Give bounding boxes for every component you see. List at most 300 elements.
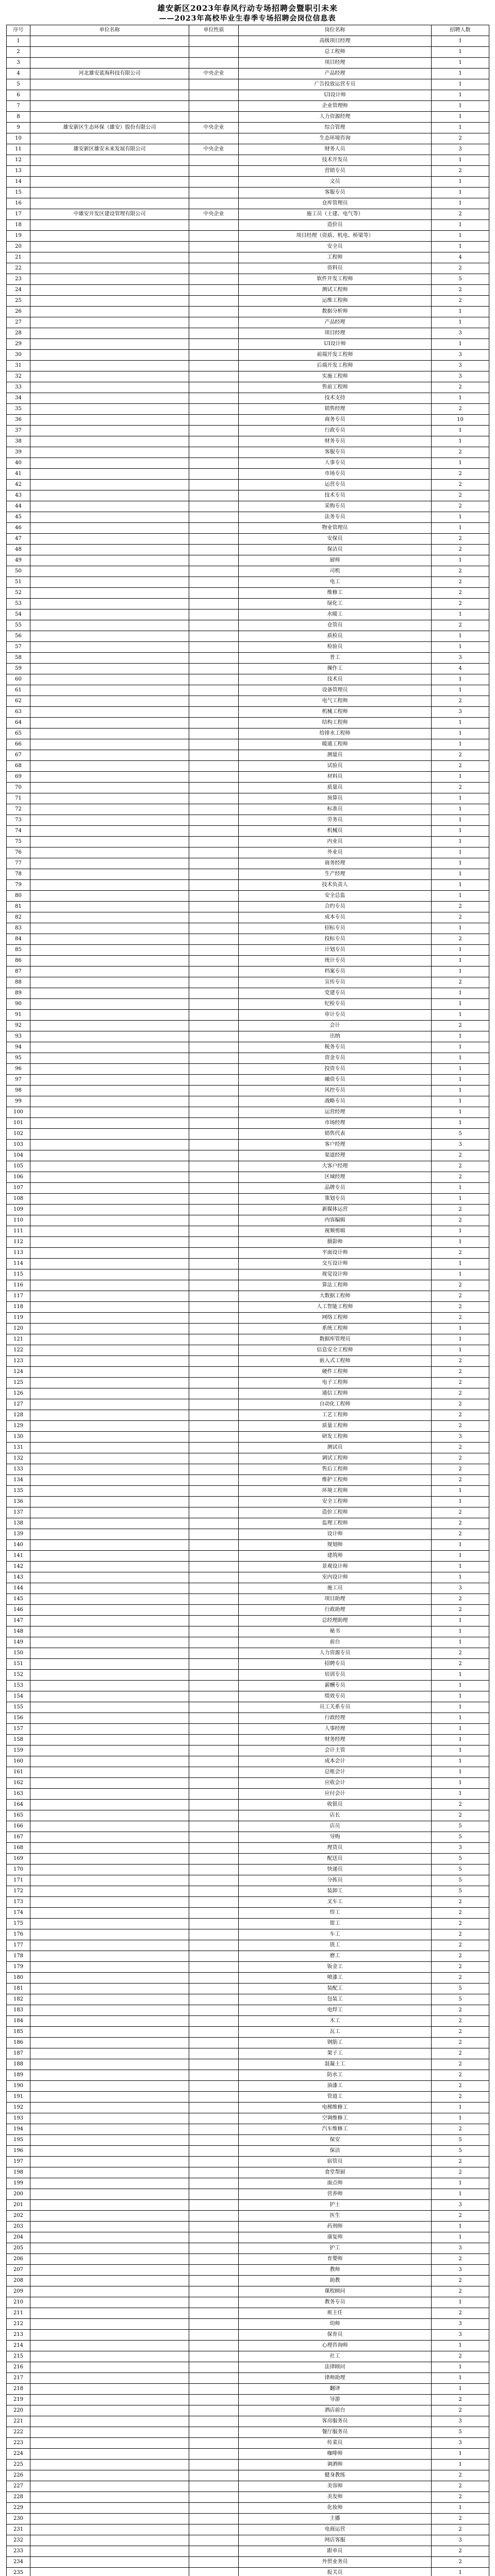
cell-nature (189, 1399, 239, 1410)
cell-nature (189, 1713, 239, 1724)
table-row (7, 2514, 489, 2524)
cell-count: 1 (432, 772, 489, 783)
cell-count: 1 (432, 945, 489, 956)
table-row (7, 2373, 489, 2384)
cell-company (30, 523, 189, 534)
cell-nature (189, 47, 239, 58)
cell-index: 161 (7, 1767, 30, 1778)
cell-index: 38 (7, 436, 30, 447)
cell-nature (189, 339, 239, 350)
cell-nature (189, 1994, 239, 2005)
table-row (7, 956, 489, 967)
cell-company (30, 1399, 189, 1410)
cell-company (30, 2308, 189, 2319)
cell-position: 电梯维修工 (239, 2103, 432, 2113)
cell-count: 1 (432, 393, 489, 404)
cell-count: 2 (432, 1248, 489, 1259)
cell-index: 176 (7, 1929, 30, 1940)
cell-index: 110 (7, 1215, 30, 1226)
cell-nature (189, 2189, 239, 2200)
table-row (7, 1962, 489, 1973)
cell-count: 1 (432, 2341, 489, 2351)
table-row (7, 696, 489, 707)
cell-count: 1 (432, 967, 489, 977)
cell-nature (189, 891, 239, 902)
cell-position: 装配工 (239, 1984, 432, 1994)
cell-index: 2 (7, 47, 30, 58)
cell-nature (189, 523, 239, 534)
cell-index: 164 (7, 1800, 30, 1810)
cell-count: 2 (432, 501, 489, 512)
cell-nature (189, 1345, 239, 1356)
cell-count: 1 (432, 1259, 489, 1269)
cell-company (30, 252, 189, 263)
cell-position: 环境工程师 (239, 1486, 432, 1497)
cell-count: 1 (432, 1724, 489, 1735)
cell-position: 预算员 (239, 793, 432, 804)
cell-company (30, 1897, 189, 1908)
cell-position: 融资专员 (239, 1075, 432, 1086)
table-row (7, 79, 489, 90)
cell-position: 技术负责人 (239, 880, 432, 891)
cell-company (30, 545, 189, 555)
table-row (7, 2211, 489, 2222)
cell-position: 产品经理 (239, 317, 432, 328)
cell-count: 1 (432, 826, 489, 837)
cell-index: 7 (7, 101, 30, 112)
cell-company (30, 956, 189, 967)
cell-nature (189, 1334, 239, 1345)
cell-nature (189, 1529, 239, 1540)
cell-count: 2 (432, 2276, 489, 2286)
cell-count: 1 (432, 988, 489, 999)
cell-company (30, 772, 189, 783)
table-row (7, 577, 489, 588)
cell-count: 2 (432, 1940, 489, 1951)
cell-index: 90 (7, 999, 30, 1010)
cell-company (30, 1226, 189, 1237)
cell-index: 36 (7, 415, 30, 426)
cell-company (30, 1129, 189, 1140)
cell-index: 60 (7, 674, 30, 685)
cell-index: 121 (7, 1334, 30, 1345)
cell-company (30, 263, 189, 274)
cell-index: 151 (7, 1659, 30, 1670)
cell-nature (189, 350, 239, 361)
cell-company (30, 2405, 189, 2416)
cell-position: 暖通工程师 (239, 739, 432, 750)
table-row (7, 1291, 489, 1302)
cell-nature (189, 2178, 239, 2189)
cell-index: 48 (7, 545, 30, 555)
cell-company (30, 133, 189, 144)
cell-index: 235 (7, 2568, 30, 2576)
cell-index: 218 (7, 2384, 30, 2395)
cell-company (30, 2178, 189, 2189)
cell-position: 铣工 (239, 1940, 432, 1951)
cell-index: 147 (7, 1616, 30, 1626)
cell-nature (189, 2373, 239, 2384)
cell-count: 1 (432, 1497, 489, 1507)
cell-position: 客服专员 (239, 447, 432, 458)
cell-index: 210 (7, 2297, 30, 2308)
cell-index: 206 (7, 2254, 30, 2265)
cell-index: 112 (7, 1237, 30, 1248)
table-row (7, 523, 489, 534)
cell-company (30, 945, 189, 956)
table-row (7, 1670, 489, 1681)
cell-nature (189, 1453, 239, 1464)
cell-index: 168 (7, 1843, 30, 1854)
cell-index: 159 (7, 1745, 30, 1756)
table-row (7, 2081, 489, 2092)
cell-count: 1 (432, 837, 489, 848)
cell-nature (189, 2005, 239, 2016)
cell-company (30, 2568, 189, 2576)
table-row (7, 274, 489, 285)
cell-index: 234 (7, 2557, 30, 2568)
cell-company (30, 739, 189, 750)
cell-count: 2 (432, 934, 489, 945)
cell-index: 22 (7, 263, 30, 274)
cell-nature (189, 1745, 239, 1756)
cell-position: 保安 (239, 2135, 432, 2146)
cell-index: 223 (7, 2438, 30, 2449)
table-row (7, 1129, 489, 1140)
cell-company (30, 1215, 189, 1226)
table-row (7, 1659, 489, 1670)
cell-position: 机械工程师 (239, 707, 432, 718)
cell-company (30, 188, 189, 198)
cell-company (30, 1854, 189, 1865)
cell-position: 客服专员 (239, 188, 432, 198)
cell-company: 雄安新区生态环保（雄安）股份有限公司 (30, 123, 189, 133)
cell-position: 油漆工 (239, 2081, 432, 2092)
cell-index: 187 (7, 2048, 30, 2059)
cell-index: 65 (7, 728, 30, 739)
cell-index: 100 (7, 1107, 30, 1118)
cell-index: 61 (7, 685, 30, 696)
cell-nature (189, 707, 239, 718)
cell-count: 2 (432, 1215, 489, 1226)
cell-index: 31 (7, 361, 30, 371)
cell-count: 2 (432, 2016, 489, 2027)
cell-position: 前端开发工程师 (239, 350, 432, 361)
cell-position: 资金专员 (239, 1053, 432, 1064)
cell-nature (189, 2492, 239, 2503)
cell-company (30, 242, 189, 252)
cell-nature (189, 1367, 239, 1378)
cell-company (30, 1843, 189, 1854)
cell-company (30, 555, 189, 566)
header-company: 单位名称 (30, 25, 189, 36)
cell-position: 咖啡师 (239, 2449, 432, 2460)
cell-nature (189, 188, 239, 198)
cell-position: 施工员 (239, 1583, 432, 1594)
cell-nature (189, 977, 239, 988)
cell-nature (189, 1572, 239, 1583)
cell-company (30, 1042, 189, 1053)
cell-index: 120 (7, 1324, 30, 1334)
cell-company (30, 1529, 189, 1540)
cell-position: 育婴师 (239, 2254, 432, 2265)
cell-index: 8 (7, 112, 30, 123)
cell-nature (189, 1248, 239, 1259)
cell-index: 73 (7, 815, 30, 826)
cell-nature (189, 2146, 239, 2157)
cell-nature (189, 133, 239, 144)
cell-count: 2 (432, 1302, 489, 1313)
cell-count: 2 (432, 1388, 489, 1399)
cell-position: 秘书 (239, 1626, 432, 1637)
cell-nature (189, 902, 239, 912)
cell-count: 1 (432, 718, 489, 728)
cell-nature (189, 1810, 239, 1821)
cell-index: 130 (7, 1432, 30, 1443)
table-row (7, 1810, 489, 1821)
cell-index: 228 (7, 2492, 30, 2503)
cell-count: 2 (432, 1659, 489, 1670)
cell-nature (189, 1237, 239, 1248)
cell-company (30, 588, 189, 599)
cell-position: 运营专员 (239, 480, 432, 490)
table-row (7, 2005, 489, 2016)
table-row (7, 1616, 489, 1626)
cell-count: 1 (432, 2503, 489, 2514)
cell-position: 通信工程师 (239, 1388, 432, 1399)
cell-position: 法律顾问 (239, 2362, 432, 2373)
cell-nature (189, 296, 239, 307)
cell-position: 质量员 (239, 783, 432, 793)
table-row (7, 826, 489, 837)
cell-index: 172 (7, 1886, 30, 1897)
table-row (7, 263, 489, 274)
table-row (7, 631, 489, 642)
cell-company (30, 1475, 189, 1486)
table-row (7, 2157, 489, 2167)
cell-nature (189, 2427, 239, 2438)
cell-count: 2 (432, 2157, 489, 2167)
cell-company (30, 685, 189, 696)
cell-position: 营养师 (239, 2189, 432, 2200)
cell-company (30, 1150, 189, 1161)
cell-index: 126 (7, 1388, 30, 1399)
cell-nature (189, 1226, 239, 1237)
cell-index: 217 (7, 2373, 30, 2384)
cell-company (30, 761, 189, 772)
table-row (7, 1421, 489, 1432)
table-row (7, 1313, 489, 1324)
cell-nature (189, 999, 239, 1010)
cell-position: 水暖工 (239, 609, 432, 620)
cell-index: 162 (7, 1778, 30, 1789)
cell-position: 项目经理 (239, 58, 432, 69)
cell-company (30, 1031, 189, 1042)
cell-index: 140 (7, 1540, 30, 1551)
cell-count: 2 (432, 382, 489, 393)
table-row (7, 1021, 489, 1031)
cell-company (30, 2276, 189, 2286)
cell-nature (189, 79, 239, 90)
cell-position: 投资专员 (239, 1064, 432, 1075)
cell-position: 售前工程师 (239, 382, 432, 393)
cell-position: 物业管理员 (239, 523, 432, 534)
cell-count: 1 (432, 1540, 489, 1551)
table-row (7, 2308, 489, 2319)
cell-count: 1 (432, 1031, 489, 1042)
cell-company (30, 220, 189, 231)
cell-company (30, 534, 189, 545)
cell-count: 4 (432, 664, 489, 674)
cell-position: 总经理助理 (239, 1616, 432, 1626)
table-row (7, 69, 489, 79)
cell-index: 132 (7, 1453, 30, 1464)
cell-company (30, 2124, 189, 2135)
cell-nature (189, 1432, 239, 1443)
cell-nature: 中央企业 (189, 144, 239, 155)
cell-count: 2 (432, 2481, 489, 2492)
cell-count: 1 (432, 426, 489, 436)
cell-company (30, 1919, 189, 1929)
cell-company (30, 1269, 189, 1280)
table-row (7, 2481, 489, 2492)
cell-company (30, 1107, 189, 1118)
cell-nature (189, 2568, 239, 2576)
cell-count: 2 (432, 2492, 489, 2503)
cell-count: 1 (432, 848, 489, 858)
cell-count: 3 (432, 371, 489, 382)
cell-index: 52 (7, 588, 30, 599)
cell-count: 2 (432, 1464, 489, 1475)
cell-count: 2 (432, 1356, 489, 1367)
table-row (7, 415, 489, 426)
cell-index: 124 (7, 1367, 30, 1378)
cell-position: 建筑师 (239, 1551, 432, 1562)
cell-count: 2 (432, 761, 489, 772)
cell-position: 劳务员 (239, 815, 432, 826)
cell-index: 213 (7, 2330, 30, 2341)
cell-index: 146 (7, 1605, 30, 1616)
cell-count: 2 (432, 620, 489, 631)
cell-nature (189, 263, 239, 274)
table-row (7, 1118, 489, 1129)
cell-position: 产品经理 (239, 69, 432, 79)
table-row (7, 1237, 489, 1248)
table-row (7, 1042, 489, 1053)
table-row (7, 1507, 489, 1518)
cell-count: 5 (432, 1994, 489, 2005)
cell-position: 叉车工 (239, 1897, 432, 1908)
cell-nature (189, 2027, 239, 2038)
cell-company (30, 2503, 189, 2514)
cell-position: 应付会计 (239, 1789, 432, 1800)
table-row (7, 2189, 489, 2200)
table-row (7, 1940, 489, 1951)
cell-nature (189, 166, 239, 177)
cell-index: 33 (7, 382, 30, 393)
cell-index: 197 (7, 2157, 30, 2167)
cell-position: 市场经理 (239, 1118, 432, 1129)
cell-count: 2 (432, 1962, 489, 1973)
cell-index: 225 (7, 2460, 30, 2470)
table-row (7, 967, 489, 977)
cell-position: 会计主管 (239, 1745, 432, 1756)
table-row (7, 1096, 489, 1107)
table-row (7, 2546, 489, 2557)
cell-index: 181 (7, 1984, 30, 1994)
cell-position: 律师助理 (239, 2373, 432, 2384)
cell-count: 1 (432, 2178, 489, 2189)
cell-nature (189, 967, 239, 977)
table-row (7, 317, 489, 328)
cell-nature (189, 1886, 239, 1897)
cell-nature (189, 469, 239, 480)
cell-index: 134 (7, 1475, 30, 1486)
cell-index: 99 (7, 1096, 30, 1107)
cell-nature (189, 328, 239, 339)
cell-company (30, 1940, 189, 1951)
cell-position: 结构工程师 (239, 718, 432, 728)
cell-position: 软件开发工程师 (239, 274, 432, 285)
table-row (7, 155, 489, 166)
table-row (7, 1075, 489, 1086)
cell-nature (189, 1021, 239, 1031)
cell-count: 1 (432, 1616, 489, 1626)
cell-position: 电焊工 (239, 2005, 432, 2016)
cell-nature (189, 1594, 239, 1605)
cell-nature (189, 1269, 239, 1280)
cell-company (30, 2341, 189, 2351)
table-row (7, 1161, 489, 1172)
cell-nature (189, 2384, 239, 2395)
table-row (7, 1194, 489, 1205)
cell-position: 仓库管理员 (239, 198, 432, 209)
cell-count: 1 (432, 1626, 489, 1637)
table-row (7, 328, 489, 339)
cell-company (30, 426, 189, 436)
cell-company (30, 1962, 189, 1973)
cell-company (30, 988, 189, 999)
cell-count: 1 (432, 1237, 489, 1248)
cell-position: 绿化工 (239, 599, 432, 609)
cell-position: 招标专员 (239, 923, 432, 934)
cell-nature (189, 512, 239, 523)
cell-count: 3 (432, 2200, 489, 2211)
cell-index: 175 (7, 1919, 30, 1929)
cell-nature (189, 674, 239, 685)
cell-index: 12 (7, 155, 30, 166)
cell-nature (189, 1767, 239, 1778)
cell-index: 122 (7, 1345, 30, 1356)
cell-position: 保洁员 (239, 545, 432, 555)
table-row (7, 1724, 489, 1735)
cell-company (30, 1421, 189, 1432)
cell-position: 嵌入式工程师 (239, 1356, 432, 1367)
cell-position: 摄影师 (239, 1237, 432, 1248)
cell-nature (189, 728, 239, 739)
cell-count: 2 (432, 2514, 489, 2524)
cell-nature (189, 2460, 239, 2470)
cell-count: 2 (432, 2351, 489, 2362)
cell-position: 管道工 (239, 2092, 432, 2103)
cell-index: 54 (7, 609, 30, 620)
cell-count: 2 (432, 1518, 489, 1529)
cell-company (30, 1767, 189, 1778)
cell-nature (189, 1313, 239, 1324)
cell-position: 视频剪辑 (239, 1226, 432, 1237)
cell-nature (189, 2243, 239, 2254)
cell-count: 3 (432, 1432, 489, 1443)
